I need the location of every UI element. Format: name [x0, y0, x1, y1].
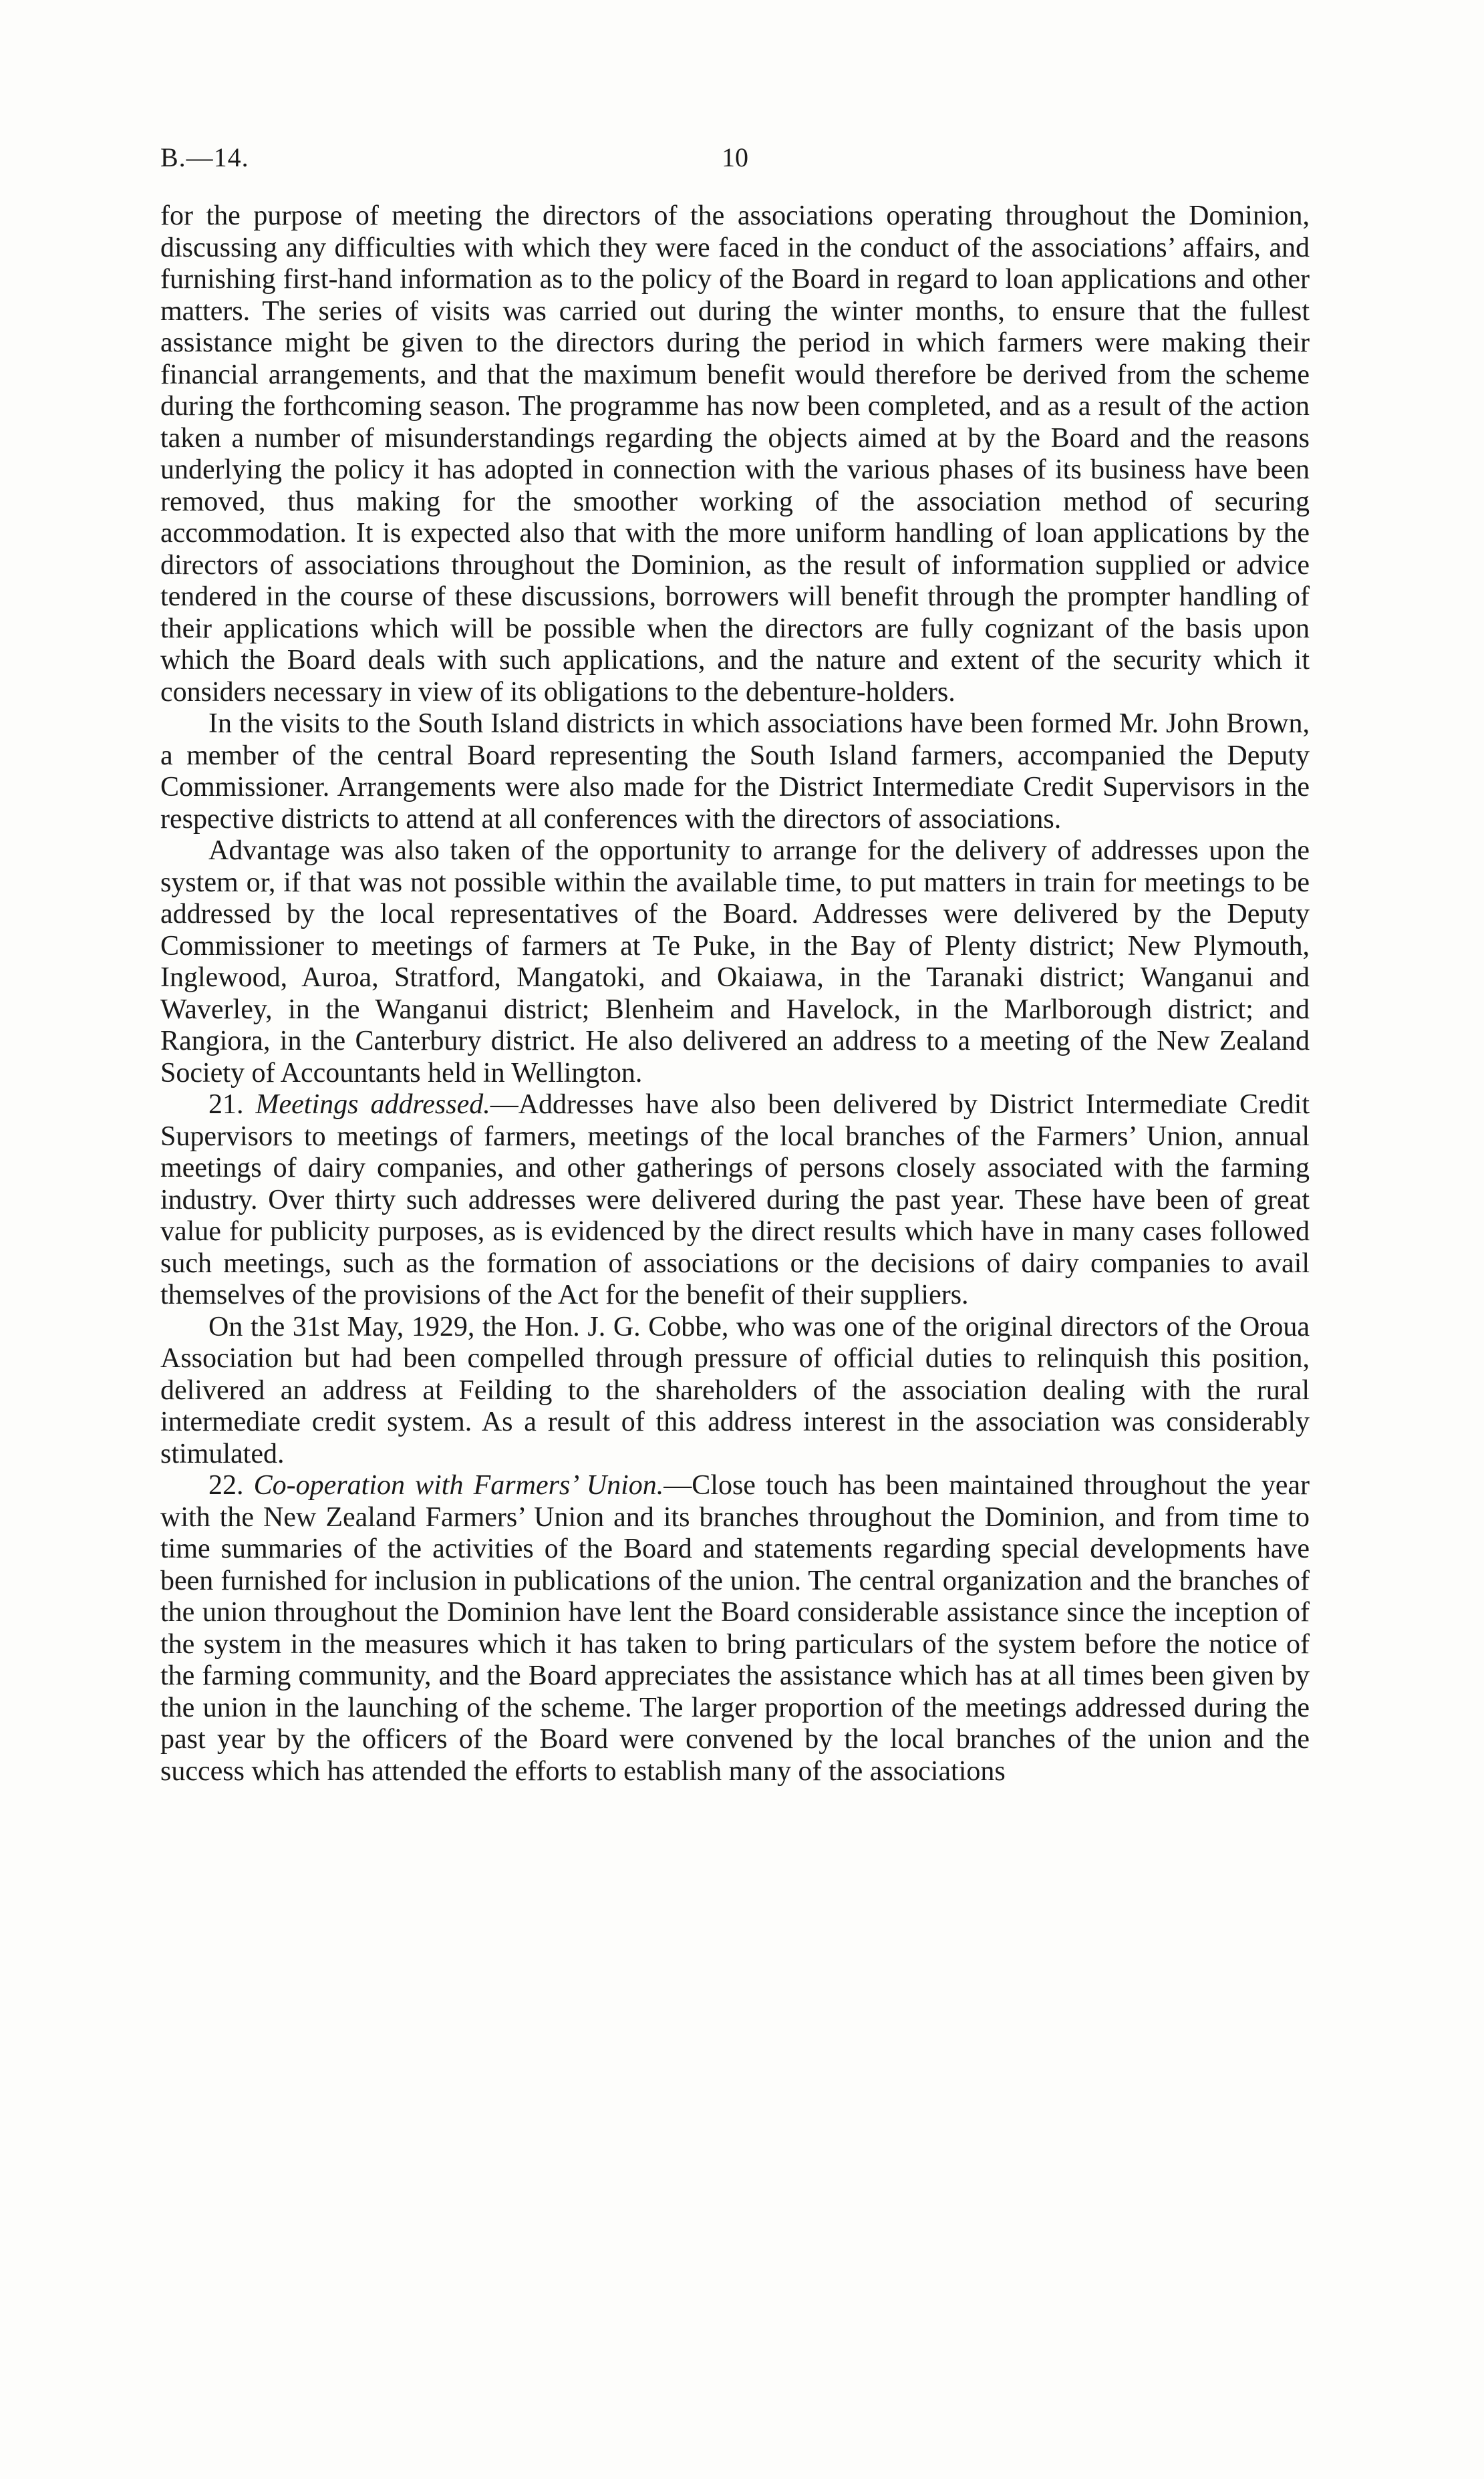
body-text [160, 200, 1310, 1787]
section-text: —Addresses have also been delivered by District Intermediate Credit Supervisors to meetings of farmers, meetings of the local branches of the Farmers’ Union, annual meetings of dairy companies, and other gatherings of persons closely associated with the farming industry. Over thirty such addresses were delivered during the past year. These have been of great value for publicity purposes, as is evidenced by the direct results which have in many cases followed such meetings, such as the formation of associations or the decisions of dairy companies to avail themselves of the provisions of the Act for the benefit of their suppliers. [160, 1089, 1310, 1310]
document-reference: B.—14. [160, 142, 249, 172]
section-heading: Co-operation with Farmers’ Union. [253, 1470, 664, 1501]
section-number: 22. [208, 1470, 244, 1501]
section-number: 21. [208, 1089, 244, 1120]
section-text: —Close touch has been maintained throughout the year with the New Zealand Farmers’ Union and its branches throughout the Dominion, and from time to time summaries of the activities of the Board and statements regarding special developments have been furnished for inclusion in publications of the union. The central organization and the branches of the union throughout the Dominion have lent the Board considerable assistance since the inception of the system in the measures which it has taken to bring particulars of the system before the notice of the farming community, and the Board appreciates the assistance which has at all times been given by the union in the launching of the scheme. The larger proportion of the meetings addressed during the past year by the officers of the Board were convened by the local branches of the union and the success which has attended the efforts to establish many of the associations [160, 1470, 1310, 1787]
page-number: 10 [722, 142, 748, 172]
paragraph-south-island-visits: In the visits to the South Island districts in which associations have been formed Mr. John Brown, a member of the central Board representing the South Island farmers, accompanied the Deputy Commissioner. Arrangements were also made for the District Intermediate Credit Supervisors in the respective districts to attend at all conferences with the directors of associations. [160, 708, 1310, 835]
paragraph-section-21 [160, 1089, 1310, 1312]
paragraph-addresses-delivered: Advantage was also taken of the opportunity to arrange for the delivery of addresses upon the system or, if that was not possible within the available time, to put matters in train for meetings to be addressed by the local representatives of the Board. Addresses were delivered by the Deputy Commissioner to meetings of farmers at Te Puke, in the Bay of Plenty district; New Plymouth, Inglewood, Auroa, Stratford, Mangatoki, and Okaiawa, in the Taranaki district; Wanganui and Waverley, in the Wanganui district; Blenheim and Havelock, in the Marlborough district; and Rangiora, in the Canterbury district. He also delivered an address to a meeting of the New Zealand Society of Accountants held in Wellington. [160, 835, 1310, 1088]
paragraph-continuation: for the purpose of meeting the directors of the associations operating throughout the Dominion, discussing any difficulties with which they were faced in the conduct of the associations’ affairs, and furnishing first-hand information as to the policy of the Board in regard to loan applications and other matters. The series of visits was carried out during the winter months, to ensure that the fullest assistance might be given to the directors during the period in which farmers were making their financial arrangements, and that the maximum benefit would therefore be derived from the scheme during the forthcoming season. The programme has now been completed, and as a result of the action taken a number of misunderstandings regarding the objects aimed at by the Board and the reasons underlying the policy it has adopted in connection with the various phases of its business have been removed, thus making for the smoother working of the association method of securing accommodation. It is expected also that with the more uniform handling of loan applications by the directors of associations throughout the Dominion, as the result of information supplied or advice tendered in the course of these discussions, borrowers will benefit through the prompter handling of their applications which will be possible when the directors are fully cognizant of the basis upon which the Board deals with such applications, and the nature and extent of the security which it considers necessary in view of its obligations to the debenture-holders. [160, 200, 1310, 708]
paragraph-cobbe-address: On the 31st May, 1929, the Hon. J. G. Cobbe, who was one of the original directors of the Oroua Association but had been compelled through pressure of official duties to relinquish this position, delivered an address at Feilding to the shareholders of the association dealing with the rural intermediate credit system. As a result of this address interest in the association was considerably stimulated. [160, 1311, 1310, 1469]
section-heading: Meetings addressed. [255, 1089, 490, 1120]
paragraph-section-22 [160, 1470, 1310, 1787]
page-header [160, 142, 1310, 182]
